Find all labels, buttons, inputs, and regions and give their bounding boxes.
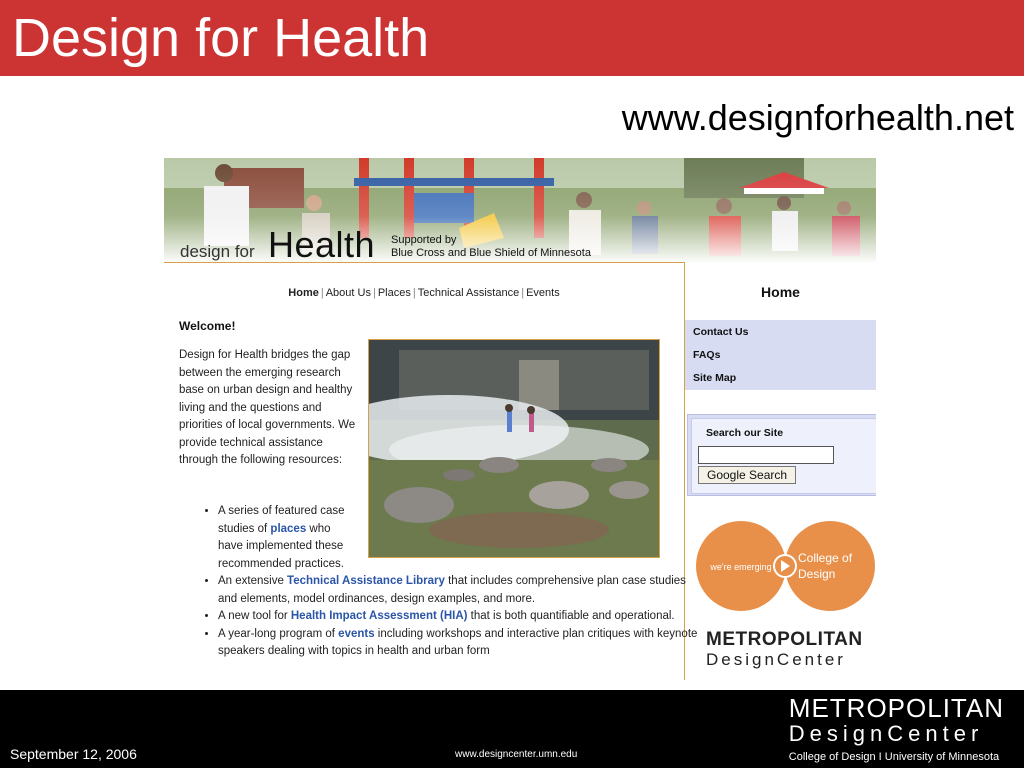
search-panel-inner (691, 418, 876, 494)
resources-list (200, 503, 698, 661)
technical-library-link[interactable]: Technical Assistance Library (287, 575, 445, 587)
events-link[interactable]: events (338, 627, 375, 640)
nav-places[interactable]: Places (377, 287, 411, 299)
footer-brand-line-1: METROPOLITAN (788, 693, 1004, 723)
title-bar (0, 0, 1024, 76)
welcome-heading: Welcome! (179, 319, 236, 333)
right-sidebar (685, 262, 876, 680)
search-label: Search our Site (706, 427, 784, 439)
nav-events[interactable]: Events (526, 287, 560, 299)
logo-health: Health (268, 224, 376, 264)
intro-paragraph: Design for Health bridges the gap between the emerging research base on urban design and healthy living and the questions and priorities of local governments. We provide technical assistance through the following resources: (179, 349, 356, 466)
mdc-line-1: METROPOLITAN (706, 629, 863, 650)
logo-design-for: design for (180, 242, 255, 261)
emblem-right-line-1: College of (798, 551, 853, 565)
footer-brand (789, 694, 1004, 766)
sidebar-home-title[interactable]: Home (761, 284, 800, 300)
top-nav: Home | About Us | Places | Technical Assistance | Events (288, 287, 560, 299)
sponsor-line-2: Blue Cross and Blue Shield of Minnesota (391, 247, 591, 259)
list-item: • An extensive Technical Assistance Library that includes comprehensive plan case studies and elements, model ordinances, design examples, and more. (218, 573, 698, 608)
emblem-left-text: we're emerging (710, 562, 772, 572)
banner-photo (164, 158, 876, 264)
footer-url[interactable]: www.designcenter.umn.edu (455, 749, 578, 760)
main-content (164, 262, 698, 680)
nav-technical-assistance[interactable]: Technical Assistance (417, 287, 520, 299)
sidebar-links (685, 320, 876, 390)
footer-brand-line-3: College of Design I University of Minnesota (788, 751, 1000, 763)
website-screenshot (164, 158, 876, 680)
college-of-design-logo (695, 518, 876, 614)
list-item: • A year-long program of events including workshops and interactive plan critiques with keynote speakers dealing with topics in health and urban form (218, 626, 698, 661)
college-of-design-emblem[interactable] (695, 518, 876, 614)
footer-bar (0, 690, 1024, 768)
list-item: • A new tool for Health Impact Assessment (HIA) that is both quantifiable and operational. (218, 608, 698, 626)
footer-brand-line-2: DesignCenter (788, 721, 984, 746)
google-search-button[interactable]: Google Search (698, 466, 796, 484)
faqs-link[interactable]: FAQs (693, 349, 721, 361)
slide-url[interactable]: www.designforhealth.net (621, 97, 1014, 138)
metropolitan-design-center-logo[interactable] (706, 630, 876, 669)
hia-link[interactable]: Health Impact Assessment (HIA) (290, 610, 468, 622)
places-link[interactable]: places (270, 522, 307, 535)
sponsor-text (391, 234, 591, 260)
search-panel (687, 414, 876, 496)
nav-home[interactable]: Home (288, 287, 319, 299)
footer-date: September 12, 2006 (10, 746, 137, 762)
contact-us-link[interactable]: Contact Us (693, 326, 749, 338)
emblem-right-line-2: Design (798, 567, 836, 581)
nav-about[interactable]: About Us (325, 287, 371, 299)
mdc-line-2: DesignCenter (706, 650, 846, 669)
sponsor-line-1: Supported by (391, 234, 457, 246)
slide-title: Design for Health (12, 8, 430, 68)
site-map-link[interactable]: Site Map (693, 372, 737, 384)
search-input[interactable] (698, 446, 834, 464)
list-item: • A series of featured case studies of places who have implemented these recommended practices. (218, 503, 358, 573)
